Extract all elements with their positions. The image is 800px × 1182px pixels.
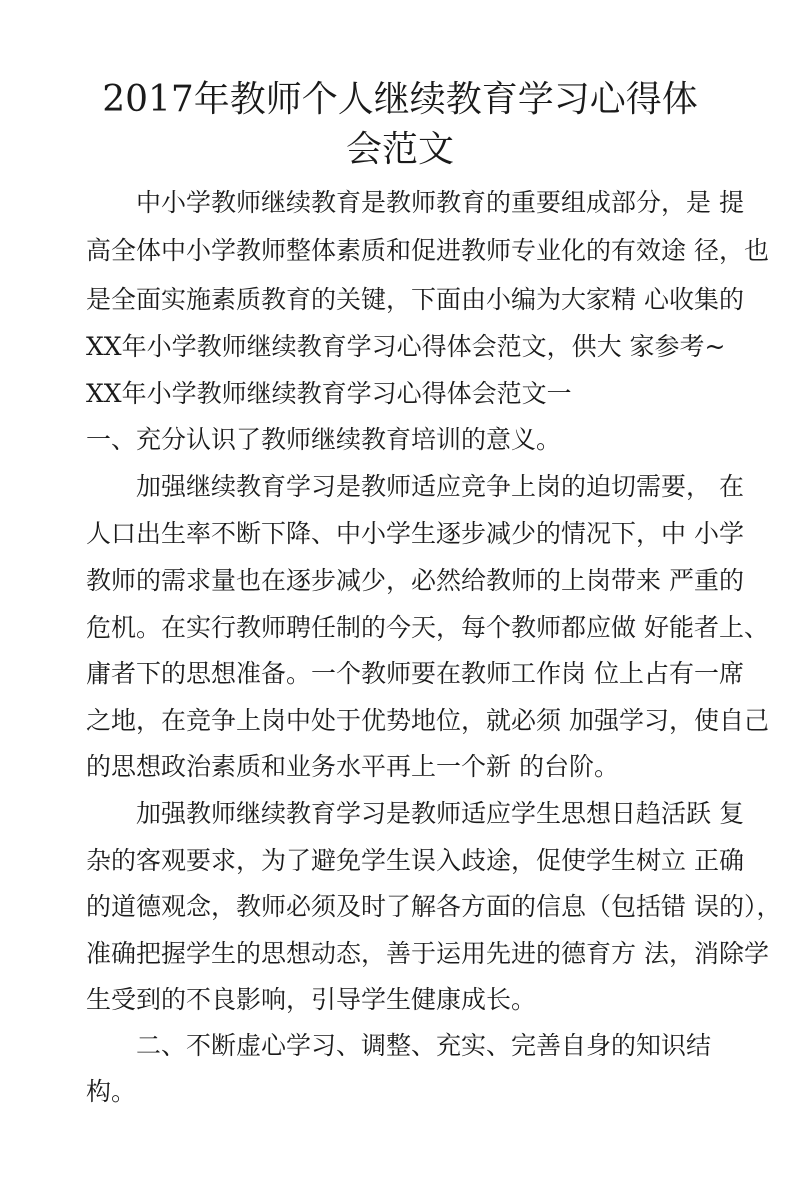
section-heading-1: 一、充分认识了教师继续教育培训的意义。: [86, 425, 562, 454]
paragraph-3-line-1: 加强教师继续教育学习是教师适应学生思想日趋活跃 复: [136, 799, 744, 828]
paragraph-3-line-2: 杂的客观要求，为了避免学生误入歧途，促使学生树立 正确: [86, 846, 744, 875]
paragraph-2-line-6: 之地，在竞争上岗中处于优势地位，就必须 加强学习，使自己: [86, 706, 769, 735]
document-title-line-1: 2017年教师个人继续教育学习心得体: [102, 79, 698, 120]
paragraph-2-line-4: 危机。在实行教师聘任制的今天，每个教师都应做 好能者上、: [86, 613, 769, 642]
section-heading-article-one: XX年小学教师继续教育学习心得体会范文一: [86, 379, 572, 408]
paragraph-1-line-3: 是全面实施素质教育的关键，下面由小编为大家精 心收集的: [86, 285, 744, 314]
paragraph-1-line-1: 中小学教师继续教育是教师教育的重要组成部分，是 提: [136, 188, 744, 217]
paragraph-3-line-5: 生受到的不良影响，引导学生健康成长。: [86, 985, 537, 1014]
section-heading-2-line-1: 二、不断虚心学习、调整、充实、完善自身的知识结: [136, 1031, 712, 1060]
paragraph-3-line-4: 准确把握学生的思想动态，善于运用先进的德育方 法，消除学: [86, 939, 769, 968]
section-heading-2-line-2: 构。: [86, 1077, 137, 1106]
paragraph-2-line-5: 庸者下的思想准备。一个教师要在教师工作岗 位上占有一席: [86, 659, 744, 688]
paragraph-1-line-4: XX年小学教师继续教育学习心得体会范文，供大 家参考~: [86, 332, 726, 361]
paragraph-2-line-3: 教师的需求量也在逐步减少，必然给教师的上岗带来 严重的: [86, 566, 744, 595]
paragraph-3-line-3: 的道德观念，教师必须及时了解各方面的信息（包括错 误的），: [86, 892, 782, 921]
paragraph-2-line-1: 加强继续教育学习是教师适应竞争上岗的迫切需要， 在: [136, 472, 744, 501]
document-title-line-2: 会范文: [345, 129, 454, 170]
paragraph-2-line-2: 人口出生率不断下降、中小学生逐步减少的情况下，中 小学: [86, 519, 744, 548]
paragraph-1-line-2: 高全体中小学教师整体素质和促进教师专业化的有效途 径，也: [86, 236, 769, 265]
paragraph-2-line-7: 的思想政治素质和业务水平再上一个新 的台阶。: [86, 752, 619, 781]
